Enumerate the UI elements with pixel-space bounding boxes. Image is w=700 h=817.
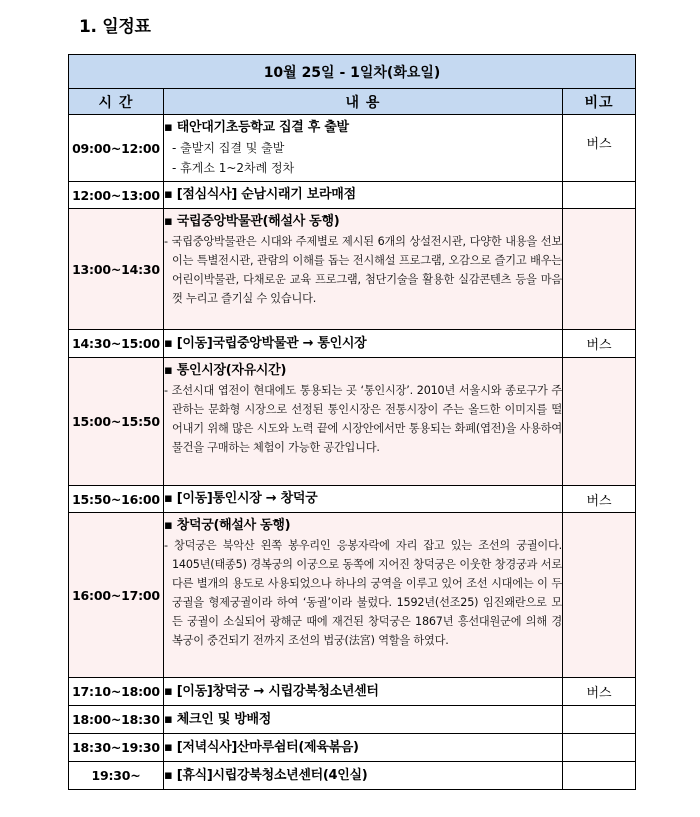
row-time: 12:00~13:00 (69, 182, 164, 209)
row-title: ▪ [저녁식사]산마루쉼터(제육볶음) (164, 739, 359, 755)
table-row (69, 706, 636, 734)
schedule-table (68, 54, 636, 790)
row-time: 15:00~15:50 (69, 358, 164, 486)
row-time: 18:00~18:30 (69, 706, 164, 734)
row-note (563, 209, 636, 330)
table-row (69, 513, 636, 678)
row-note (563, 706, 636, 734)
row-content (164, 486, 563, 513)
row-title: ▪ 태안대기초등학교 집결 후 출발 (164, 120, 349, 135)
row-note (563, 734, 636, 762)
table-row (69, 330, 636, 358)
row-title: ▪ 창덕궁(해설사 동행) (164, 518, 291, 533)
row-time: 18:30~19:30 (69, 734, 164, 762)
row-content (164, 762, 563, 790)
row-content (164, 330, 563, 358)
table-row (69, 678, 636, 706)
table-row (69, 182, 636, 209)
row-title: ▪ 통인시장(자유시간) (164, 363, 287, 378)
row-content (164, 182, 563, 209)
table-row (69, 762, 636, 790)
table-row (69, 358, 636, 486)
row-note (563, 358, 636, 486)
row-content (164, 734, 563, 762)
row-title: ▪ 체크인 및 방배정 (164, 711, 271, 727)
row-description: - 조선시대 엽전이 현대에도 통용되는 곳 ‘통인시장’. 2010년 서울시와 종로구가 주관하는 문화형 시장으로 선정된 통인시장은 전통시장이 주는 올드한 이미지를 떨어내기 위해 많은 시도와 노력 끝에 시장안에서만 통용되는 화폐(엽전)을 사용하여 물건을 구매하는 체험이 가능한 공간입니다. (164, 384, 562, 454)
column-header-note: 비고 (563, 89, 636, 115)
row-subitem: - 출발지 집결 및 출발 (172, 141, 285, 155)
table-row (69, 486, 636, 513)
row-title: ▪ 국립중앙박물관(해설사 동행) (164, 214, 340, 229)
row-time: 16:00~17:00 (69, 513, 164, 678)
row-content (164, 209, 563, 330)
row-content (164, 115, 563, 182)
day-header: 10월 25일 - 1일차(화요일) (69, 55, 636, 89)
row-content (164, 513, 563, 678)
row-content (164, 358, 563, 486)
row-note (563, 513, 636, 678)
row-time: 14:30~15:00 (69, 330, 164, 358)
table-row (69, 209, 636, 330)
row-note: 버스 (563, 330, 636, 358)
row-description: - 국립중앙박물관은 시대와 주제별로 제시된 6개의 상설전시관, 다양한 내용을 선보이는 특별전시관, 관람의 이해를 돕는 전시해설 프로그램, 오감으로 즐기고 배우는 어린이박물관, 다채로운 교육 프로그램, 첨단기술을 활용한 실감콘텐츠 등을 마음껏 누리고 즐기실 수 있습니다. (164, 235, 562, 305)
row-description: - 창덕궁은 북악산 왼쪽 봉우리인 응봉자락에 자리 잡고 있는 조선의 궁궐이다. 1405년(태종5) 경복궁의 이궁으로 동쪽에 지어진 창덕궁은 이웃한 창경궁과 서로 다른 별개의 용도로 사용되었으나 하나의 궁역을 이루고 있어 조선 시대에는 이 두 궁궐을 형제궁궐이라 하여 ‘동궐’이라 불렀다. 1592년(선조25) 임진왜란으로 모든 궁궐이 소실되어 광해군 때에 재건된 창덕궁은 1867년 흥선대원군에 의해 경복궁이 중건되기 전까지 조선의 법궁(法宮) 역할을 하였다. (164, 539, 562, 647)
row-note: 버스 (563, 115, 636, 182)
row-title: ▪ [이동]통인시장 → 창덕궁 (164, 491, 318, 506)
row-note: 버스 (563, 486, 636, 513)
row-content (164, 706, 563, 734)
table-row (69, 734, 636, 762)
column-header-content: 내 용 (164, 89, 563, 115)
row-title: ▪ [휴식]시립강북청소년센터(4인실) (164, 767, 368, 783)
row-title: ▪ [점심식사] 순남시래기 보라매점 (164, 187, 356, 202)
column-header-time: 시 간 (69, 89, 164, 115)
row-time: 13:00~14:30 (69, 209, 164, 330)
row-note (563, 182, 636, 209)
row-time: 15:50~16:00 (69, 486, 164, 513)
row-subitem: - 휴게소 1~2차례 정차 (172, 161, 295, 175)
row-content (164, 678, 563, 706)
row-note (563, 762, 636, 790)
row-time: 17:10~18:00 (69, 678, 164, 706)
row-time: 19:30~ (69, 762, 164, 790)
row-time: 09:00~12:00 (69, 115, 164, 182)
table-row (69, 115, 636, 182)
section-heading: 1. 일정표 (79, 17, 151, 37)
row-note: 버스 (563, 678, 636, 706)
row-title: ▪ [이동]국립중앙박물관 → 통인시장 (164, 335, 367, 351)
row-title: ▪ [이동]창덕궁 → 시립강북청소년센터 (164, 683, 379, 699)
